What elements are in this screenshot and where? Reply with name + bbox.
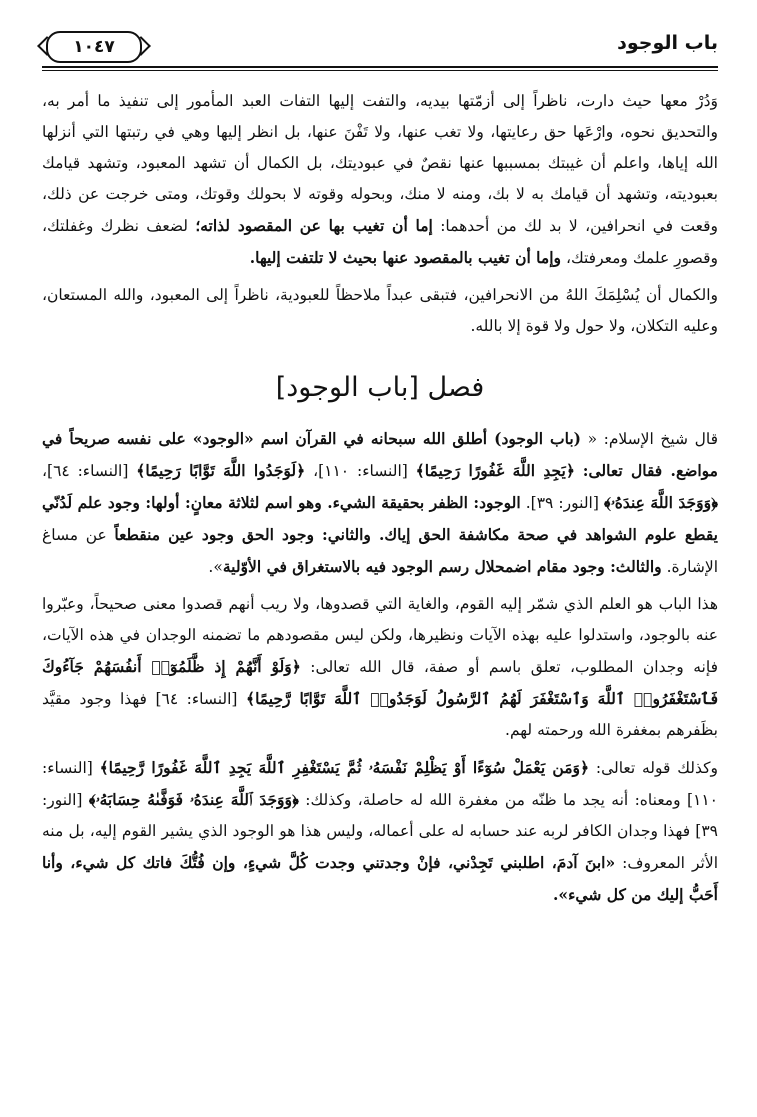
- quran-quote-4: ﴿وَلَوْ أَنَّهُمْ إِذ ظَّلَمُوٓا۟ أَنفُسَهُمْ جَآءُوكَ فَٱسْتَغْفَرُوا۟ ٱللَّهَ وَٱسْتَغْفَرَ لَهُمُ ٱلرَّسُولُ لَوَجَدُوا۟ ٱللَّهَ تَوَّابًا رَّحِيمًا﴾: [42, 657, 719, 708]
- quran-quote-3: ﴿وَوَجَدَ اللَّهَ عِندَهُۥ﴾: [603, 493, 718, 512]
- paragraph-1-bold-1: إما أن تغيب بها عن المقصود لذاته؛: [195, 216, 433, 235]
- paragraph-3-middle: عن مساغ الإشارة.: [42, 526, 718, 576]
- quran-reference-1: [النساء: ١١٠]،: [313, 462, 408, 480]
- paragraph-3-bold-3: والثالث: وجود مقام اضمحلال رسم الوجود فيه بالاستغراق في الأوّلية: [222, 557, 662, 576]
- paragraph-3-bold-1: (باب الوجود) أطلق الله سبحانه في القرآن اسم «الوجود» على نفسه صريحاً في مواضع. فقال تعالى:: [42, 429, 718, 480]
- hadith-quote: «ابنَ آدمَ، اطلبني تَجِدْني، فإنْ وجدتني وجدت كُلَّ شيءٍ، وإن فُتُّكَ فاتك كل شيء، وأنا أَحَبُّ إليك من كل شيء».: [42, 853, 718, 904]
- quran-reference-3: [النور: ٣٩].: [525, 494, 599, 512]
- paragraph-5: [42, 752, 718, 911]
- paragraph-4-text: هذا الباب هو العلم الذي شمّر إليه القوم، والغاية التي قصدوها، ولا ريب أنهم قصدوا معنى صحيحاً، وعبّروا عنه بالوجود، واستدلوا عليه بهذه الآيات ونظيرها، ولكن ليس مقصودهم ما تضمنه الوجدان في هذه الآيات، فإنه وجدان المطلوب، تعلق باسم أو صفة، قال الله تعالى:: [42, 595, 718, 676]
- quran-quote-1: ﴿يَجِدِ اللَّهَ غَفُورًا رَحِيمًا﴾: [415, 461, 575, 480]
- paragraph-4: [42, 589, 718, 746]
- paragraph-1: [42, 86, 718, 274]
- header-rule-thin: [42, 70, 718, 71]
- paragraph-1-text: وَدُرْ معها حيث دارت، ناظراً إلى أزمّتها بيديه، والتفت إليها التفات العبد المأمور إلى تنفيذ ما أمر به، والتحديق نحوه، وارْعَها حق رعايتها، ولا تغب عنها، ولا تَفْنَ عنها، بل انظر إليها وهي في رتبتها التي أنزلها الله إياها، واعلم أن غيبتك بمسببها عنها نقصٌ في عبوديتك، بل الكمال أن تشهد المعبود، وتشهد قيامك بعبوديته، وتشهد أن قيامك به لا بك، ومنه لا منك، وبحوله وقوته لا بحولك وقوتك، ومتى خرجت عن ذلك، وقعت في انحرافين، لا بد لك من أحدهما:: [42, 92, 718, 235]
- paragraph-1-bold-2: وإما أن تغيب بالمقصود عنها بحيث لا تلتفت إليها.: [249, 248, 561, 267]
- paragraph-2: والكمال أن يُسْلِمَكَ اللهُ من الانحرافين، فتبقى عبداً ملاحظاً للعبودية، ناظراً إلى المعبود، والله المستعان، وعليه التكلان، ولا حول ولا قوة إلا بالله.: [42, 286, 718, 335]
- header-rule: [42, 66, 718, 68]
- page-number: ١٠٤٧: [46, 31, 142, 63]
- body-text: [42, 86, 718, 911]
- paragraph-3-intro: قال شيخ الإسلام: «: [587, 430, 718, 448]
- quran-reference-5: [النساء: ١١٠] ومعناه: أنه يجد ما ظنّه من مغفرة الله له حاصلة، وكذلك:: [42, 759, 718, 809]
- page-header: [42, 28, 718, 68]
- quran-quote-5: ﴿وَمَن يَعْمَلْ سُوٓءًا أَوْ يَظْلِمْ نَفْسَهُۥ ثُمَّ يَسْتَغْفِرِ ٱللَّهَ يَجِدِ ٱللَّهَ غَفُورًا رَّحِيمًا﴾: [99, 758, 590, 777]
- quran-quote-6: ﴿وَوَجَدَ ٱللَّهَ عِندَهُۥ فَوَفَّىٰهُ حِسَابَهُۥ﴾: [88, 790, 299, 809]
- quran-reference-2: [النساء: ٦٤]،: [42, 462, 129, 480]
- quran-reference-6: [النور: ٣٩] فهذا وجدان الكافر لربه عند حسابه له على أعماله، وليس هذا هو الوجود الذي يشير القوم إليه، بل منه الأثر المعروف:: [42, 791, 718, 872]
- quran-reference-4: [النساء: ٦٤] فهذا وجود مقيَّد بظَفرهم بمغفرة الله ورحمته لهم.: [42, 690, 718, 739]
- page: [42, 28, 718, 917]
- running-title: باب الوجود: [617, 32, 718, 54]
- paragraph-3-bold-2: الوجود: الظفر بحقيقة الشيء. وهو اسم لثلاثة معانٍ: أولها: وجود علم لَدُنّي يقطع علوم الشواهد في صحة مكاشفة الحق إياك. والثاني: وجود الحق وجود عين منقطعاً: [42, 493, 718, 544]
- paragraph-1-middle: لضعف نظرك وغفلتك، وقصورِ علمك ومعرفتك،: [42, 217, 718, 267]
- paragraph-3-end: ».: [208, 558, 223, 576]
- paragraph-5-text: وكذلك قوله تعالى:: [595, 759, 718, 777]
- section-title: فصل [باب الوجود]: [275, 372, 485, 403]
- paragraph-3: [42, 423, 718, 583]
- quran-quote-2: ﴿لَوَجَدُوا اللَّهَ تَوَّابًا رَحِيمًا﴾: [136, 461, 306, 480]
